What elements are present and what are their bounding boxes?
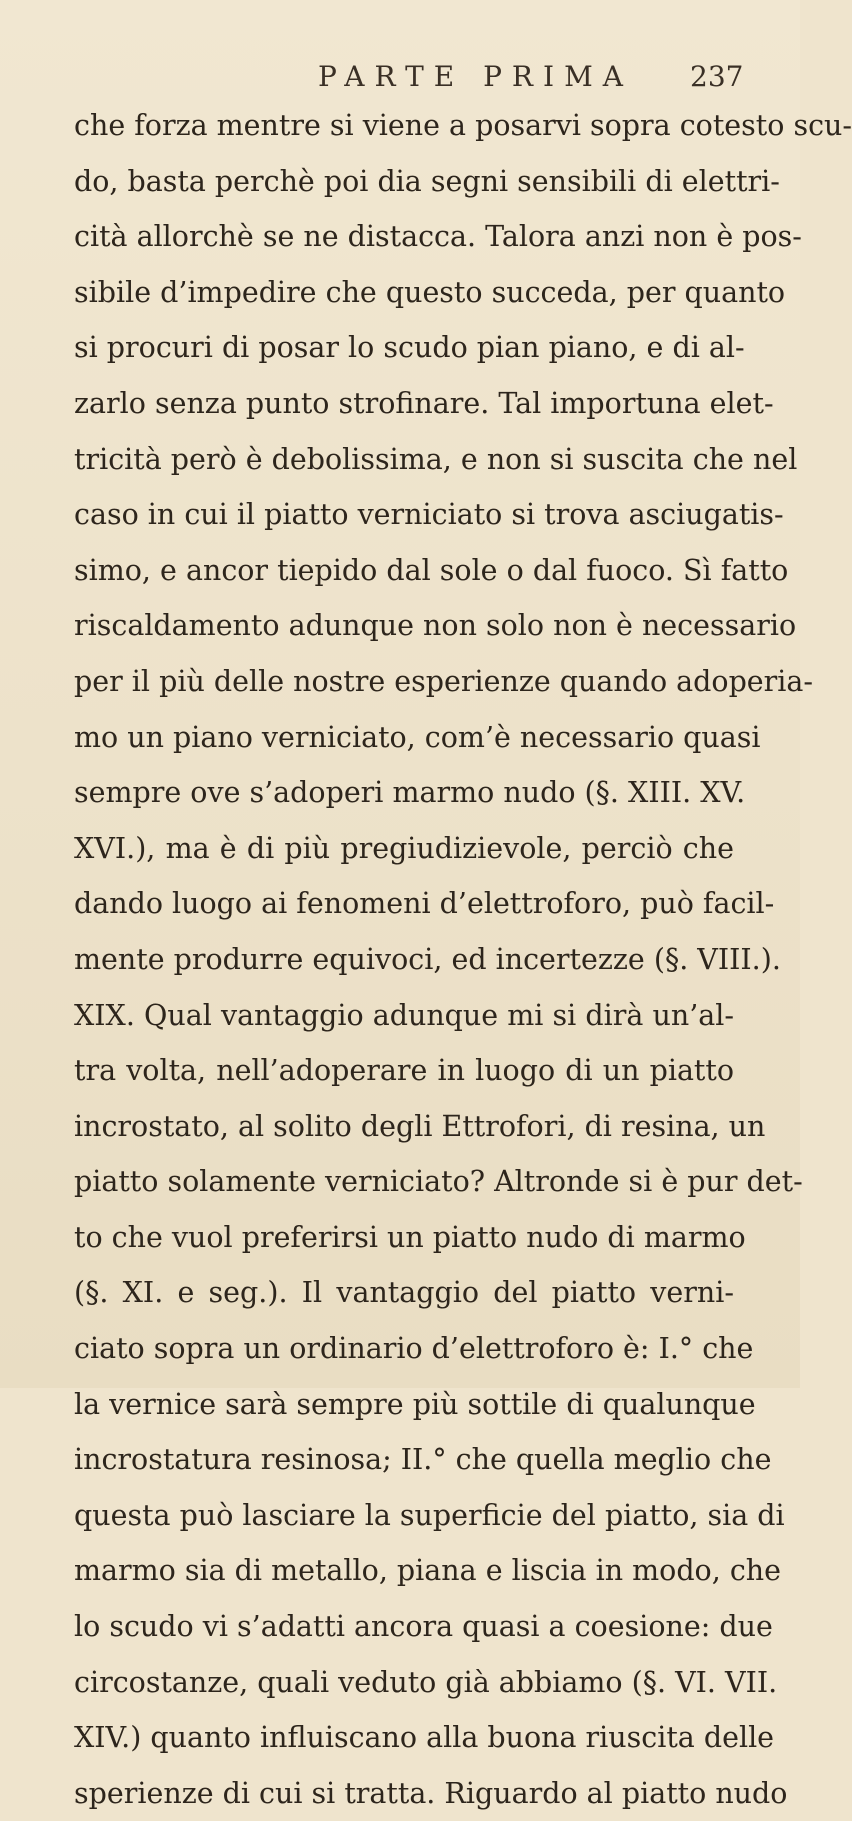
text-line: (§. XI. e seg.). Il vantaggio del piatto verni- — [74, 1276, 734, 1310]
body-text — [74, 98, 852, 1821]
text-line: mente produrre equivoci, ed incertezze (§. VIII.). — [74, 942, 781, 976]
text-line: zarlo senza punto strofinare. Tal importuna elet- — [74, 386, 774, 420]
text-line: incrostato, al solito degli Ettrofori, di resina, un — [74, 1109, 766, 1143]
text-line: simo, e ancor tiepido dal sole o dal fuoco. Sì fatto — [74, 553, 789, 587]
text-line: che forza mentre si viene a posarvi sopra cotesto scu- — [74, 109, 852, 142]
text-line: piatto solamente verniciato? Altronde si è pur det- — [74, 1165, 803, 1199]
text-line: lo scudo vi s’adatti ancora quasi a coesione: due — [74, 1610, 773, 1644]
text-line: caso in cui il piatto verniciato si trova asciugatis- — [74, 498, 784, 532]
text-line: XIX. Qual vantaggio adunque mi si dirà un’al- — [74, 998, 734, 1032]
text-line: marmo sia di metallo, piana e liscia in modo, che — [74, 1554, 782, 1588]
text-line: dando luogo ai fenomeni d’elettroforo, può facil- — [74, 887, 775, 921]
page-header — [0, 60, 800, 100]
text-line: per il più delle nostre esperienze quando adoperia- — [74, 664, 814, 698]
text-line: tricità però è debolissima, e non si suscita che nel — [74, 442, 798, 476]
running-head: PARTE PRIMA — [318, 60, 633, 93]
text-line: to che vuol preferirsi un piatto nudo di marmo — [74, 1220, 746, 1254]
text-line: riscaldamento adunque non solo non è necessario — [74, 609, 797, 643]
text-line: sibile d’impedire che questo succeda, per quanto — [74, 275, 786, 309]
text-line: XIV.) quanto influiscano alla buona riuscita delle — [74, 1721, 775, 1755]
text-line: incrostatura resinosa; II.° che quella meglio che — [74, 1443, 772, 1477]
text-line: cità allorchè se ne distacca. Talora anzi non è pos- — [74, 220, 802, 254]
text-line: mo un piano verniciato, com’è necessario quasi — [74, 720, 761, 754]
text-line: circostanze, quali veduto già abbiamo (§. VI. VII. — [74, 1665, 778, 1699]
text-line: tra volta, nell’adoperare in luogo di un piatto — [74, 1054, 734, 1088]
text-line: si procuri di posar lo scudo pian piano, e di al- — [74, 331, 745, 365]
text-line: questa può lasciare la superficie del piatto, sia di — [74, 1498, 785, 1532]
text-line: do, basta perchè poi dia segni sensibili di elettri- — [74, 164, 780, 198]
page-number: 237 — [690, 60, 744, 93]
text-line: sperienze di cui si tratta. Riguardo al piatto nudo — [74, 1776, 788, 1810]
text-line: XVI.), ma è di più pregiudizievole, perciò che — [74, 831, 734, 865]
text-line: sempre ove s’adoperi marmo nudo (§. XIII. XV. — [74, 776, 746, 810]
text-line: ciato sopra un ordinario d’elettroforo è: I.° che — [74, 1332, 754, 1366]
text-line: la vernice sarà sempre più sottile di qualunque — [74, 1387, 756, 1421]
